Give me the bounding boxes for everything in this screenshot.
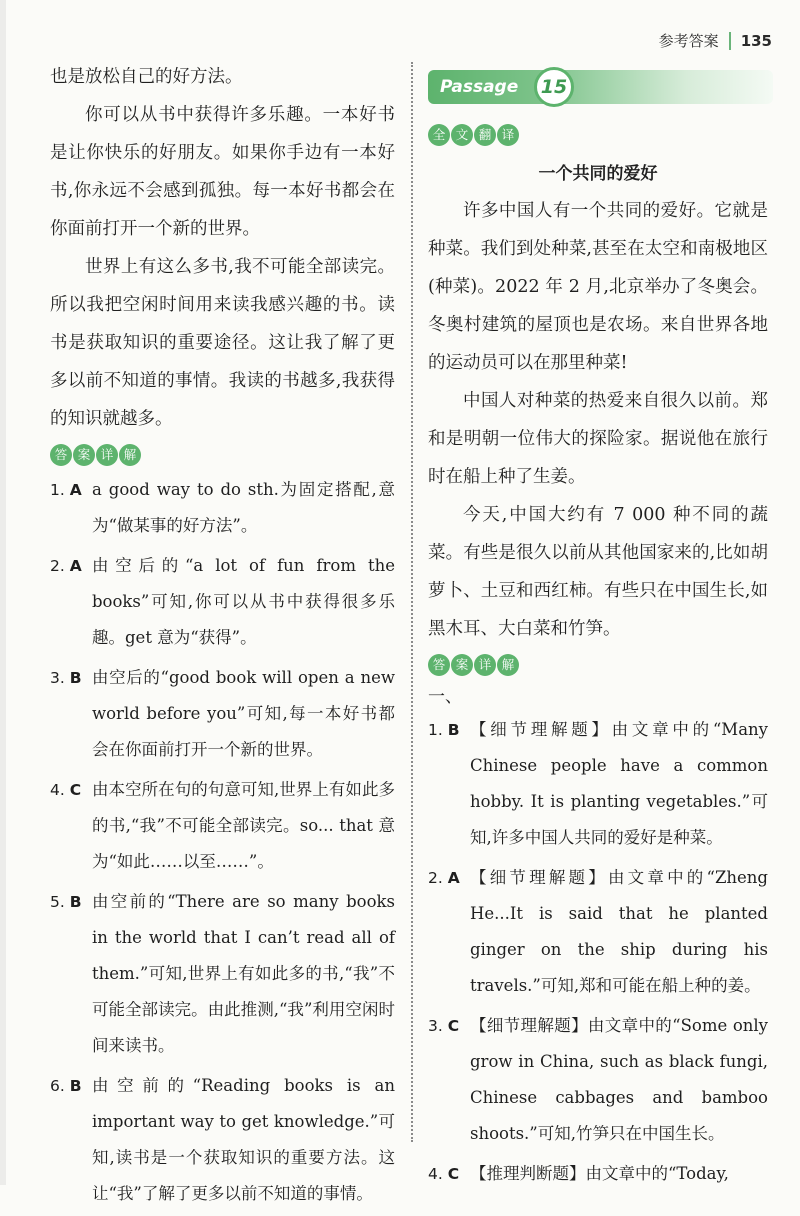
answer-item: 3. B 由空后的“good book will open a new world before you”可知,每一本好书都会在你面前打开一个新的世界。 bbox=[50, 660, 395, 768]
answer-explanation: 由空后的“good book will open a new world before you”可知,每一本好书都会在你面前打开一个新的世界。 bbox=[92, 668, 395, 759]
answer-explanation-badge bbox=[50, 444, 141, 466]
badge-char: 案 bbox=[73, 444, 95, 466]
translation-title: 一个共同的爱好 bbox=[538, 164, 658, 184]
full-translation-badge bbox=[428, 124, 519, 146]
badge-char: 详 bbox=[96, 444, 118, 466]
answer-explanation: 由空前的“Reading books is an important way to get knowledge.”可知,读书是一个获取知识的重要方法。这让“我”了解了更多以前不知道的事情。 bbox=[92, 1076, 395, 1203]
badge-char: 译 bbox=[497, 124, 519, 146]
answer-item: 2. A 由空后的“a lot of fun from the books”可知,你可以从书中获得很多乐趣。get 意为“获得”。 bbox=[50, 548, 395, 656]
badge-char: 翻 bbox=[474, 124, 496, 146]
translation-para: 许多中国人有一个共同的爱好。它就是种菜。我们到处种菜,甚至在太空和南极地区(种菜)。2022 年 2 月,北京举办了冬奥会。冬奥村建筑的屋顶也是农场。来自世界各地的运动员可以在那里种菜! bbox=[428, 201, 768, 373]
translation-para-end: 也是放松自己的好方法。 bbox=[50, 67, 243, 87]
badge-char: 解 bbox=[497, 654, 519, 676]
translation-para: 你可以从书中获得许多乐趣。一本好书是让你快乐的好朋友。如果你手边有一本好书,你永远不会感到孤独。每一本好书都会在你面前打开一个新的世界。 bbox=[50, 105, 395, 239]
answer-item: 2. A 【细节理解题】由文章中的“Zheng He...It is said that he planted ginger on the ship during his travels.”可知,郑和可能在船上种的姜。 bbox=[428, 860, 768, 1004]
answer-letter: B bbox=[69, 1077, 82, 1095]
answer-explanation: 【推理判断题】由文章中的“Today, bbox=[470, 1164, 729, 1183]
header-separator bbox=[729, 32, 731, 50]
answer-explanation: a good way to do sth.为固定搭配,意为“做某事的好方法”。 bbox=[92, 480, 395, 535]
page-header bbox=[659, 30, 772, 51]
answer-item: 1. A a good way to do sth.为固定搭配,意为“做某事的好方法”。 bbox=[50, 472, 395, 544]
translation-para: 今天,中国大约有 7 000 种不同的蔬菜。有些是很久以前从其他国家来的,比如胡萝卜、土豆和西红柿。有些只在中国生长,如黑木耳、大白菜和竹笋。 bbox=[428, 505, 768, 639]
answer-item: 4. C 【推理判断题】由文章中的“Today, bbox=[428, 1156, 768, 1192]
answer-letter: A bbox=[447, 869, 460, 887]
answer-letter: C bbox=[69, 781, 82, 799]
answer-letter: B bbox=[69, 669, 82, 687]
answer-letter: A bbox=[69, 481, 82, 499]
answer-item: 4. C 由本空所在句的句意可知,世界上有如此多的书,“我”不可能全部读完。so... that 意为“如此……以至……”。 bbox=[50, 772, 395, 880]
section-mark: 一、 bbox=[428, 687, 462, 707]
passage-banner bbox=[428, 68, 768, 106]
answer-letter: C bbox=[447, 1017, 460, 1035]
answer-item: 5. B 由空前的“There are so many books in the world that I can’t read all of them.”可知,世界上有如此多的书,“我”不可能全部读完。由此推测,“我”利用空闲时间来读书。 bbox=[50, 884, 395, 1064]
passage-label: Passage bbox=[440, 77, 519, 97]
translation-para: 中国人对种菜的热爱来自很久以前。郑和是明朝一位伟大的探险家。据说他在旅行时在船上种了生姜。 bbox=[428, 391, 768, 487]
translation-para: 世界上有这么多书,我不可能全部读完。所以我把空闲时间用来读我感兴趣的书。读书是获取知识的重要途径。这让我了解了更多以前不知道的事情。我读的书越多,我获得的知识就越多。 bbox=[50, 257, 395, 429]
badge-char: 文 bbox=[451, 124, 473, 146]
badge-char: 详 bbox=[474, 654, 496, 676]
answer-explanation: 【细节理解题】由文章中的“Many Chinese people have a common hobby. It is planting vegetables.”可知,许多中国人共同的爱好是种菜。 bbox=[470, 720, 768, 847]
answer-explanation: 【细节理解题】由文章中的“Some only grow in China, such as black fungi, Chinese cabbages and bamboo shoots.”可知,竹笋只在中国生长。 bbox=[470, 1016, 768, 1143]
answer-explanation: 【细节理解题】由文章中的“Zheng He...It is said that he planted ginger on the ship during his travels.”可知,郑和可能在船上种的姜。 bbox=[470, 868, 768, 995]
badge-char: 全 bbox=[428, 124, 450, 146]
left-column bbox=[50, 58, 395, 1216]
answer-letter: B bbox=[69, 893, 82, 911]
page-edge bbox=[0, 0, 6, 1185]
answer-letter: B bbox=[447, 721, 460, 739]
answer-explanation: 由本空所在句的句意可知,世界上有如此多的书,“我”不可能全部读完。so... that 意为“如此……以至……”。 bbox=[92, 780, 395, 871]
section-title: 参考答案 bbox=[658, 32, 719, 50]
badge-char: 案 bbox=[451, 654, 473, 676]
answer-item: 1. B 【细节理解题】由文章中的“Many Chinese people have a common hobby. It is planting vegetables.”可知,许多中国人共同的爱好是种菜。 bbox=[428, 712, 768, 856]
passage-number: 15 bbox=[534, 67, 574, 107]
answer-item: 6. B 由空前的“Reading books is an important way to get knowledge.”可知,读书是一个获取知识的重要方法。这让“我”了解了更多以前不知道的事情。 bbox=[50, 1068, 395, 1212]
answer-item: 3. C 【细节理解题】由文章中的“Some only grow in China, such as black fungi, Chinese cabbages and bamboo shoots.”可知,竹笋只在中国生长。 bbox=[428, 1008, 768, 1152]
answer-letter: C bbox=[447, 1165, 460, 1183]
right-column bbox=[428, 58, 768, 1196]
badge-char: 解 bbox=[119, 444, 141, 466]
badge-char: 答 bbox=[50, 444, 72, 466]
badge-char: 答 bbox=[428, 654, 450, 676]
answer-explanation: 由空后的“a lot of fun from the books”可知,你可以从书中获得很多乐趣。get 意为“获得”。 bbox=[92, 556, 395, 647]
answer-explanation-badge bbox=[428, 654, 519, 676]
page-number: 135 bbox=[740, 31, 772, 50]
answer-letter: A bbox=[69, 557, 82, 575]
answer-explanation: 由空前的“There are so many books in the world that I can’t read all of them.”可知,世界上有如此多的书,“我”不可能全部读完。由此推测,“我”利用空闲时间来读书。 bbox=[92, 892, 395, 1055]
column-divider bbox=[411, 62, 413, 1142]
